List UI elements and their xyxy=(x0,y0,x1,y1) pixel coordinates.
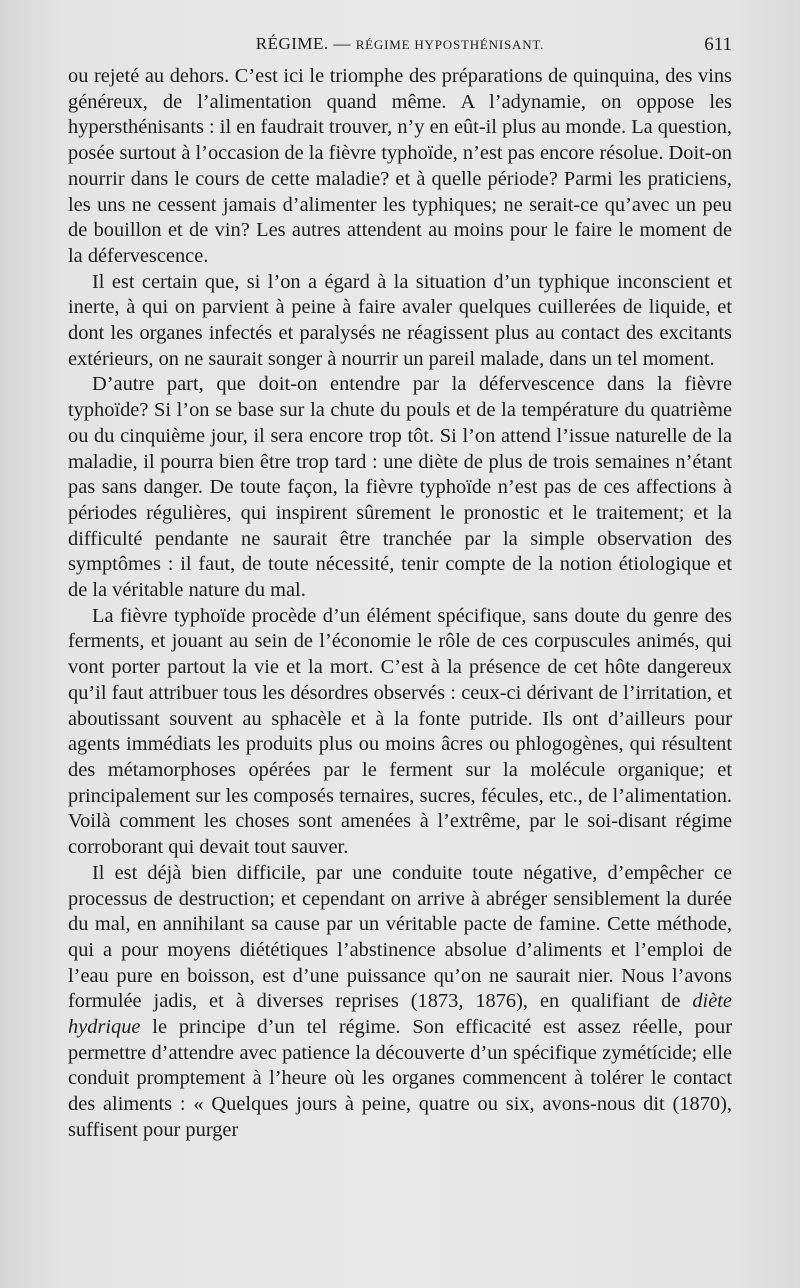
page-number: 611 xyxy=(704,34,732,55)
paragraph-2: Il est certain que, si l’on a égard à la situation d’un typhique inconscient et inerte, à qui on parvient à peine à faire avaler quelques cuillerées de liquide, et dont les organes infectés et paralysés ne réagissent plus au contact des excitants extérieurs, on ne saurait songer à nourrir un pareil malade, dans un tel moment. xyxy=(68,270,732,370)
paragraph-5-emphasis: diète hydrique xyxy=(68,990,732,1039)
paragraph-5 xyxy=(68,861,732,1144)
paragraph-1: ou rejeté au dehors. C’est ici le triomphe des préparations de quinquina, des vins généreux, de l’alimentation quand même. A l’adynamie, on oppose les hypersthénisants : il en faudrait trouver, n’y en eût-il plus au monde. La question, posée surtout à l’occasion de la fièvre typhoïde, n’est pas encore résolue. Doit-on nourrir dans le cours de cette maladie? et à quelle période? Parmi les praticiens, les uns ne cessent jamais d’alimenter les typhiques; ne serait-ce qu’avec un peu de bouillon et de vin? Les autres attendent au moins pour le faire le moment de la défervescence. xyxy=(68,65,732,267)
paragraph-3: D’autre part, que doit-on entendre par la défervescence dans la fièvre typhoïde? Si l’on se base sur la chute du pouls et de la température du quatrième ou du cinquième jour, il sera encore trop tôt. Si l’on attend l’issue naturelle de la maladie, il pourra bien être trop tard : une diète de plus de trois semaines n’étant pas sans danger. De toute façon, la fièvre typhoïde n’est pas de ces affections à périodes régulières, qui inspirent sûrement le pronostic et le traitement; et la difficulté pendante ne saurait être tranchée par la simple observation des symptômes : il faut, de toute nécessité, tenir compte de la notion étiologique et de la véritable nature du mal. xyxy=(68,373,732,602)
paragraph-5-after: le principe d’un tel régime. Son efficacité est assez réelle, pour permettre d’attendre avec patience la découverte d’un spécifique zymétícide; elle conduit promptement à l’heure où les organes commencent à tolérer le contact des aliments : « Quelques jours à peine, quatre ou six, avons-nous dit (1870), suffisent pour purger xyxy=(68,1016,732,1141)
paragraph-4: La fièvre typhoïde procède d’un élément spécifique, sans doute du genre des ferments, et jouant au sein de l’économie le rôle de ces corpuscules animés, qui vont porter partout la vie et la mort. C’est à la présence de cet hôte dangereux qu’il faut attribuer tous les désordres observés : ceux-ci dérivant de l’irritation, et aboutissant souvent au sphacèle et à la fonte putride. Ils ont d’ailleurs pour agents immédiats les produits plus ou moins âcres ou phlogogènes, qui résultent des métamorphoses opérées par le ferment sur la molécule organique; et principalement sur les composés ternaires, sucres, fécules, etc., de l’alimentation. Voilà comment les choses sont amenées à l’extrême, par le soi-disant régime corroborant qui devait tout sauver. xyxy=(68,604,732,859)
page-header xyxy=(68,32,732,60)
body-text xyxy=(68,64,732,1144)
running-title-sub: RÉGIME HYPOSTHÉNISANT. xyxy=(355,37,545,52)
running-title-main: RÉGIME. — xyxy=(255,34,351,53)
running-title xyxy=(68,34,732,54)
paragraph-5-before: Il est déjà bien difficile, par une conduite toute négative, d’empêcher ce processus de destruction; et cependant on arrive à abréger sensiblement la durée du mal, en annihilant sa cause par un véritable pacte de famine. Cette méthode, qui a pour moyens diététiques l’abstinence absolue d’aliments et l’emploi de l’eau pure en boisson, est d’une puissance qu’on ne saurait nier. Nous l’avons formulée jadis, et à diverses reprises (1873, 1876), en qualifiant de xyxy=(68,861,732,1013)
